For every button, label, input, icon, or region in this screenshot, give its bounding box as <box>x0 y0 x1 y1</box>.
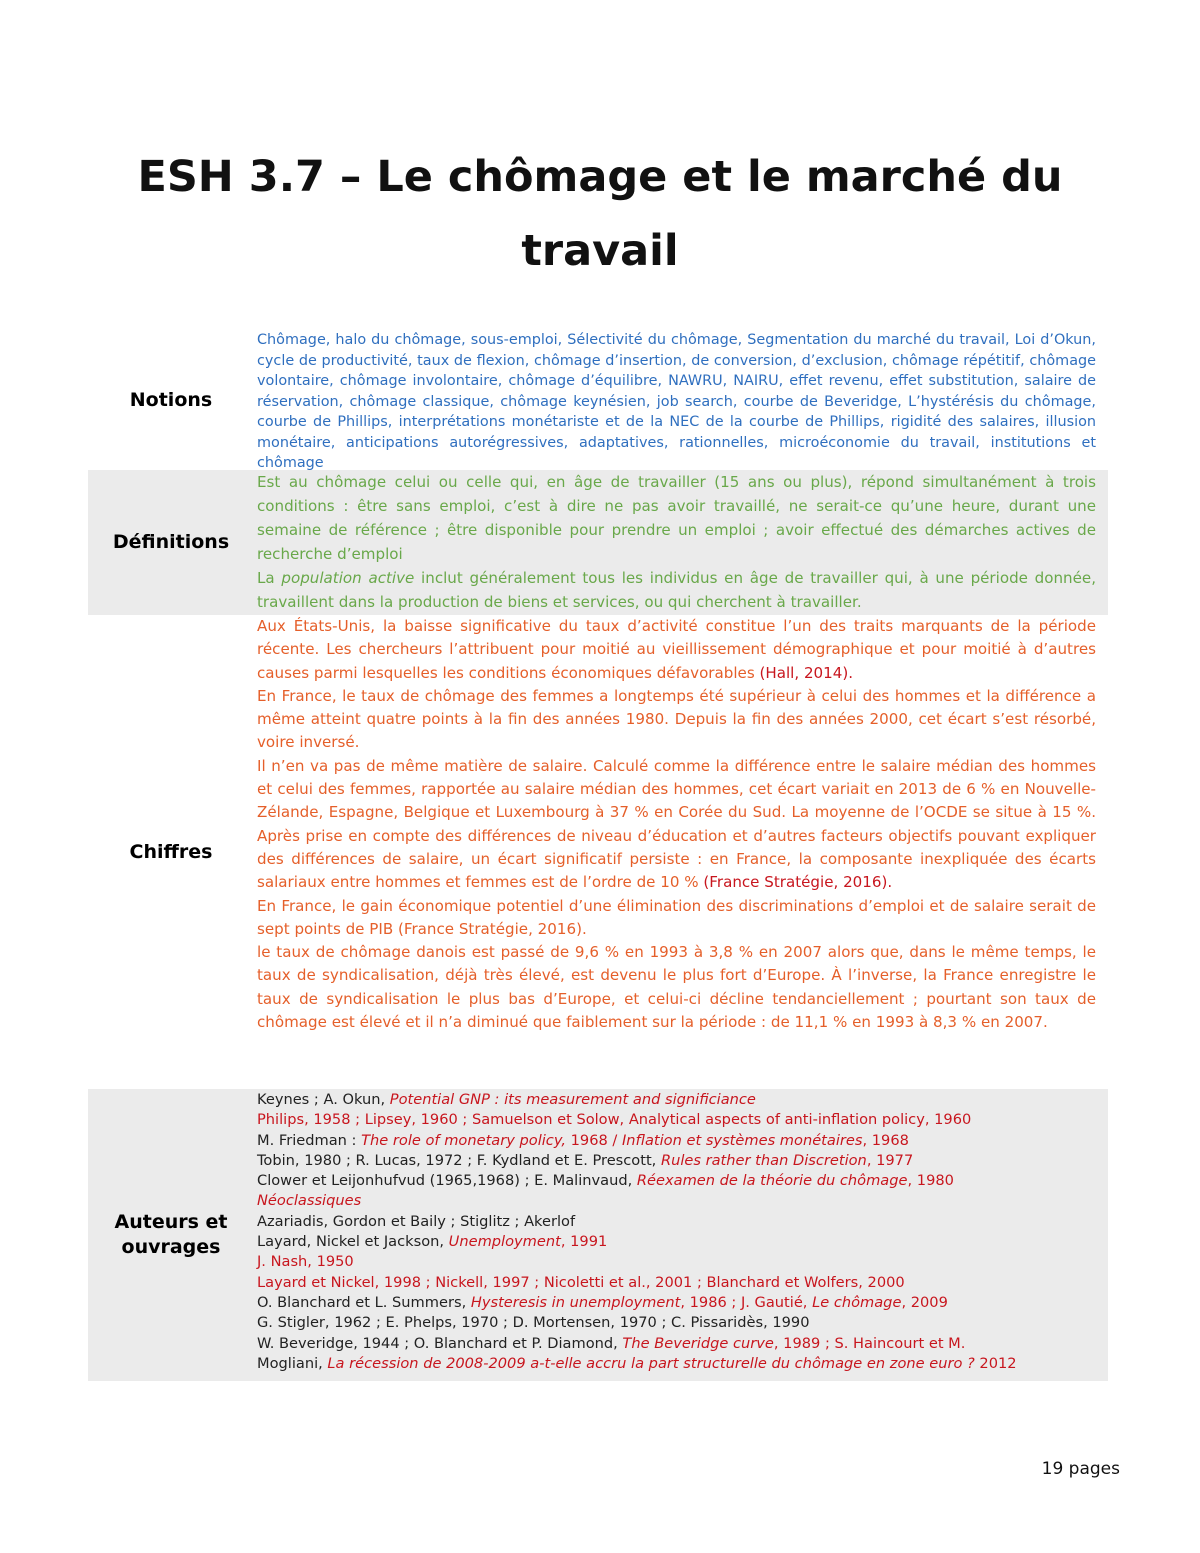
author-line: Clower et Leijonhufvud (1965,1968) ; E. Malinvaud, Réexamen de la théorie du chômage, 1980 <box>257 1172 954 1190</box>
author-line: W. Beveridge, 1944 ; O. Blanchard et P. Diamond, The Beveridge curve, 1989 ; S. Haincourt et M. <box>257 1334 966 1352</box>
definition-chomage: Est au chômage celui ou celle qui, en âge de travailler (15 ans ou plus), répond simultanément à trois conditions : être sans emploi, c’est à dire ne pas avoir travaillé, ne serait-ce qu’une heure, durant une semaine de référence ; être disponible pour prendre un emploi ; avoir effectué des démarches actives de recherche d’emploi <box>257 473 1096 563</box>
row-auteurs <box>88 1089 1108 1381</box>
chiffres-paragraph: Il n’en va pas de même matière de salaire. Calculé comme la différence entre le salaire médian des hommes et celui des femmes, rapportée au salaire médian des hommes, cet écart variait en 2013 de 6 % en Nouvelle-Zélande, Espagne, Belgique et Luxembourg à 37 % en Corée du Sud. La moyenne de l’OCDE se situe à 15 %. Après prise en compte des différences de niveau d’éducation et d’autres facteurs objectifs pouvant expliquer des différences de salaire, un écart significatif persiste : en France, la composante inexpliquée des écarts salariaux entre hommes et femmes est de l’ordre de 10 % (France Stratégie, 2016). <box>257 756 1096 892</box>
document-title: ESH 3.7 – Le chômage et le marché du travail <box>137 152 1063 276</box>
notions-content <box>254 330 1102 470</box>
chiffres-paragraph: le taux de chômage danois est passé de 9,6 % en 1993 à 3,8 % en 2007 alors que, dans le même temps, le taux de syndicalisation, déjà très élevé, est devenu le plus fort d’Europe. À l’inverse, la France enregistre le taux de syndicalisation le plus bas d’Europe, et celui-ci décline tendanciellement ; pourtant son taux de chômage est élevé et il n’a diminué que faiblement sur la période : de 11,1 % en 1993 à 8,3 % en 2007. <box>257 943 1096 1032</box>
author-line: Mogliani, La récession de 2008-2009 a-t-elle accru la part structurelle du chômage en zone euro ? 2012 <box>257 1354 1017 1372</box>
page-count: 19 pages <box>1041 1459 1120 1479</box>
author-line: J. Nash, 1950 <box>257 1253 354 1271</box>
row-label-chiffres: Chiffres <box>129 840 213 863</box>
author-line: Néoclassiques <box>257 1192 362 1210</box>
author-line: O. Blanchard et L. Summers, Hysteresis in unemployment, 1986 ; J. Gautié, Le chômage, 2009 <box>257 1293 948 1311</box>
auteurs-content <box>254 1089 1102 1381</box>
author-line: Keynes ; A. Okun, Potential GNP : its measurement and significiance <box>257 1091 756 1108</box>
notions-text: Chômage, halo du chômage, sous-emploi, Sélectivité du chômage, Segmentation du marché du travail, Loi d’Okun, cycle de productivité, taux de flexion, chômage d’insertion, de conversion, d’exclusion, chômage répétitif, chômage volontaire, chômage involontaire, chômage d’équilibre, NAWRU, NAIRU, effet revenu, effet substitution, salaire de réservation, chômage classique, chômage keynésien, job search, courbe de Beveridge, L’hystérésis du chômage, courbe de Phillips, interprétations monétariste et de la NEC de la courbe de Phillips, rigidité des salaires, illusion monétaire, anticipations autorégressives, adaptatives, rationnelles, microéconomie du travail, institutions et chômage <box>257 332 1096 471</box>
author-line: Layard et Nickel, 1998 ; Nickell, 1997 ; Nicoletti et al., 2001 ; Blanchard et Wolfers, 2000 <box>257 1273 905 1291</box>
row-definitions <box>88 470 1108 615</box>
row-chiffres <box>88 615 1108 1089</box>
definitions-content <box>254 470 1102 615</box>
chiffres-content <box>254 615 1102 1089</box>
author-line: Tobin, 1980 ; R. Lucas, 1972 ; F. Kydland et E. Prescott, Rules rather than Discretion, 1977 <box>257 1151 914 1169</box>
author-line: M. Friedman : The role of monetary policy, 1968 / Inflation et systèmes monétaires, 1968 <box>257 1131 909 1149</box>
row-label-auteurs: Auteurs et ouvrages <box>114 1211 228 1258</box>
definition-population-active: La population active inclut généralement tous les individus en âge de travailler qui, à une période donnée, travaillent dans la production de biens et services, ou qui cherchent à travailler. <box>257 569 1096 611</box>
author-line: Philips, 1958 ; Lipsey, 1960 ; Samuelson et Solow, Analytical aspects of anti-inflation policy, 1960 <box>257 1111 972 1129</box>
row-label-definitions: Définitions <box>112 531 230 553</box>
author-line: Layard, Nickel et Jackson, Unemployment, 1991 <box>257 1233 608 1251</box>
summary-table <box>88 330 1108 1381</box>
chiffres-paragraph: En France, le gain économique potentiel d’une élimination des discriminations d’emploi et de salaire serait de sept points de PIB (France Stratégie, 2016). <box>257 896 1096 938</box>
author-line: G. Stigler, 1962 ; E. Phelps, 1970 ; D. Mortensen, 1970 ; C. Pissaridès, 1990 <box>257 1314 810 1332</box>
chiffres-paragraph: Aux États-Unis, la baisse significative du taux d’activité constitue l’un des traits marquants de la période récente. Les chercheurs l’attribuent pour moitié au vieillissement démographique et pour moitié à d’autres causes parmi lesquelles les conditions économiques défavorables (Hall, 2014). <box>257 617 1096 682</box>
row-label-notions: Notions <box>129 388 213 411</box>
row-notions <box>88 330 1108 470</box>
author-line: Azariadis, Gordon et Baily ; Stiglitz ; Akerlof <box>257 1212 576 1230</box>
chiffres-paragraph: En France, le taux de chômage des femmes a longtemps été supérieur à celui des hommes et la différence a même atteint quatre points à la fin des années 1980. Depuis la fin des années 2000, cet écart s’est résorbé, voire inversé. <box>257 686 1096 752</box>
